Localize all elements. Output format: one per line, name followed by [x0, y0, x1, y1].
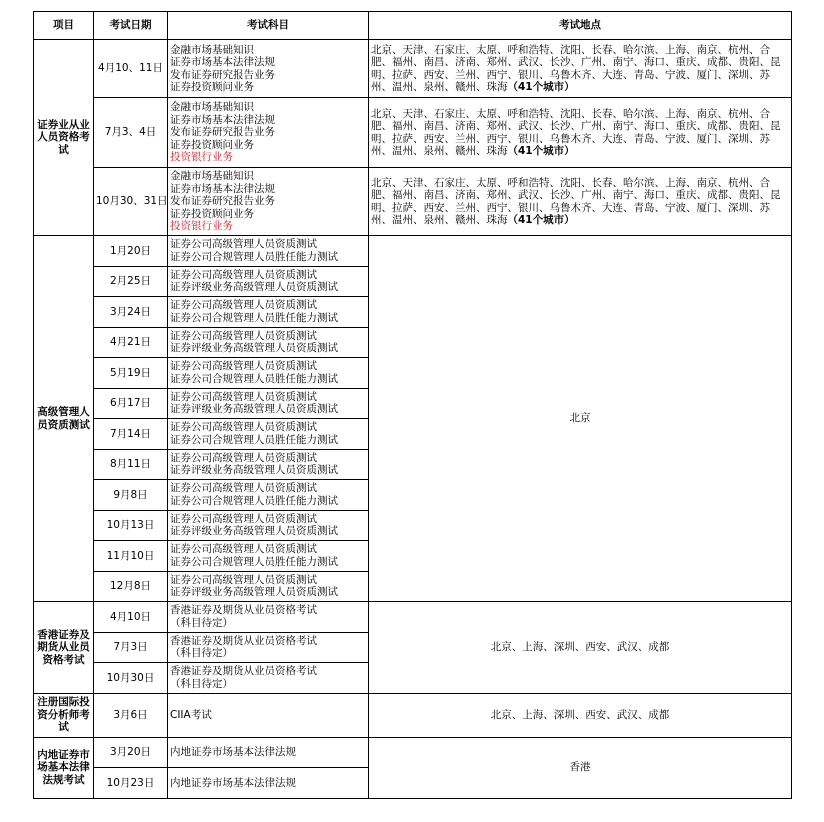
table-row — [34, 168, 792, 236]
subject-line: 证券投资顾问业务 — [170, 138, 254, 151]
category-cell: 高级管理人员资质测试 — [34, 236, 94, 602]
subject-line: 证券公司合规管理人员胜任能力测试 — [170, 555, 338, 568]
subject-cell: 内地证券市场基本法律法规 — [168, 768, 369, 799]
subject-note: （科目待定） — [170, 647, 233, 660]
subject-note: （科目待定） — [170, 677, 233, 690]
date-cell: 10月30日 — [94, 663, 168, 694]
category-cell: 香港证券及期货从业员资格考试 — [34, 602, 94, 694]
subject-cell — [168, 297, 369, 328]
table-header-row — [34, 12, 792, 40]
subject-line: 证券公司合规管理人员胜任能力测试 — [170, 250, 338, 263]
date-cell: 9月8日 — [94, 480, 168, 511]
city-count: （41个城市） — [507, 214, 575, 226]
subject-cell — [168, 266, 369, 297]
subject-line: 证券评级业务高级管理人员资质测试 — [170, 281, 338, 294]
date-cell: 8月11日 — [94, 449, 168, 480]
subject-line: 证券投资顾问业务 — [170, 207, 254, 220]
city-count: （41个城市） — [507, 145, 575, 157]
date-cell: 5月19日 — [94, 358, 168, 389]
subject-line: 证券公司合规管理人员胜任能力测试 — [170, 433, 338, 446]
subject-line: 金融市场基础知识 — [170, 43, 254, 56]
date-cell: 2月25日 — [94, 266, 168, 297]
subject-line: 香港证券及期货从业员资格考试 — [170, 604, 317, 617]
table-row — [34, 98, 792, 168]
subject-cell — [168, 602, 369, 633]
subject-line: 证券投资顾问业务 — [170, 81, 254, 93]
subject-line: 证券评级业务高级管理人员资质测试 — [170, 586, 338, 599]
subject-cell — [168, 236, 369, 267]
subject-line: 证券公司高级管理人员资质测试 — [170, 543, 317, 556]
header-subject: 考试科目 — [168, 12, 369, 40]
subject-line: 证券公司合规管理人员胜任能力测试 — [170, 372, 338, 385]
subject-cell: 内地证券市场基本法律法规 — [168, 737, 369, 768]
subject-line: 证券公司高级管理人员资质测试 — [170, 329, 317, 342]
table-row — [34, 40, 792, 98]
subject-line: 发布证券研究报告业务 — [170, 68, 275, 81]
date-cell: 3月6日 — [94, 693, 168, 737]
subject-line: 证券公司高级管理人员资质测试 — [170, 299, 317, 312]
subject-cell — [168, 571, 369, 602]
date-cell: 3月20日 — [94, 737, 168, 768]
subject-line: 证券公司高级管理人员资质测试 — [170, 268, 317, 281]
subject-line: 证券市场基本法律法规 — [170, 182, 275, 195]
date-cell: 10月23日 — [94, 768, 168, 799]
location-cell — [369, 40, 792, 98]
city-count: （41个城市） — [507, 81, 575, 93]
location-cell: 北京、上海、深圳、西安、武汉、成都 — [369, 693, 792, 737]
subject-cell — [168, 419, 369, 450]
subject-line: 证券评级业务高级管理人员资质测试 — [170, 403, 338, 416]
subject-line: 证券评级业务高级管理人员资质测试 — [170, 342, 338, 355]
subject-line: 证券公司高级管理人员资质测试 — [170, 451, 317, 464]
subject-line: 证券市场基本法律法规 — [170, 56, 275, 68]
location-cell: 北京、上海、深圳、西安、武汉、成都 — [369, 602, 792, 694]
date-cell: 12月8日 — [94, 571, 168, 602]
table-row — [34, 602, 792, 633]
subject-cell — [168, 40, 369, 98]
table-row — [34, 693, 792, 737]
subject-line: 证券公司高级管理人员资质测试 — [170, 512, 317, 525]
subject-line: 金融市场基础知识 — [170, 170, 254, 183]
location-list: 北京、天津、石家庄、太原、呼和浩特、沈阳、长春、哈尔滨、上海、南京、杭州、合肥、福州、南昌、济南、郑州、武汉、长沙、广州、南宁、海口、重庆、成都、贵阳、昆明、拉萨、西安、兰州、西宁、银川、乌鲁木齐、大连、青岛、宁波、厦门、深圳、苏州、温州、泉州、赣州、珠海 — [371, 107, 781, 157]
date-cell: 4月21日 — [94, 327, 168, 358]
location-list: 北京、天津、石家庄、太原、呼和浩特、沈阳、长春、哈尔滨、上海、南京、杭州、合肥、福州、南昌、济南、郑州、武汉、长沙、广州、南宁、海口、重庆、成都、贵阳、昆明、拉萨、西安、兰州、西宁、银川、乌鲁木齐、大连、青岛、宁波、厦门、深圳、苏州、温州、泉州、赣州、珠海 — [371, 176, 781, 226]
location-cell — [369, 98, 792, 168]
table-row — [34, 236, 792, 267]
subject-cell — [168, 449, 369, 480]
subject-cell — [168, 168, 369, 236]
subject-line-new: 投资银行业务 — [170, 220, 233, 233]
subject-line: 证券评级业务高级管理人员资质测试 — [170, 525, 338, 538]
subject-note: （科目待定） — [170, 616, 233, 629]
subject-cell — [168, 327, 369, 358]
date-cell: 7月3、4日 — [94, 98, 168, 168]
date-cell: 3月24日 — [94, 297, 168, 328]
subject-line: 香港证券及期货从业员资格考试 — [170, 634, 317, 647]
header-location: 考试地点 — [369, 12, 792, 40]
date-cell: 6月17日 — [94, 388, 168, 419]
location-cell: 香港 — [369, 737, 792, 798]
subject-cell — [168, 663, 369, 694]
subject-cell — [168, 541, 369, 572]
subject-cell — [168, 358, 369, 389]
subject-cell — [168, 632, 369, 663]
subject-line: 证券公司高级管理人员资质测试 — [170, 482, 317, 495]
subject-line-new: 投资银行业务 — [170, 151, 233, 164]
header-item: 项目 — [34, 12, 94, 40]
subject-line: 金融市场基础知识 — [170, 101, 254, 114]
location-cell: 北京 — [369, 236, 792, 602]
exam-schedule-table — [33, 11, 792, 799]
subject-line: 证券公司合规管理人员胜任能力测试 — [170, 311, 338, 324]
date-cell: 10月30、31日 — [94, 168, 168, 236]
category-cell: 内地证券市场基本法律法规考试 — [34, 737, 94, 798]
subject-line: 证券公司合规管理人员胜任能力测试 — [170, 494, 338, 507]
date-cell: 1月20日 — [94, 236, 168, 267]
date-cell: 4月10、11日 — [94, 40, 168, 98]
category-cell: 证券业从业人员资格考试 — [34, 40, 94, 236]
subject-cell — [168, 388, 369, 419]
date-cell: 11月10日 — [94, 541, 168, 572]
date-cell: 10月13日 — [94, 510, 168, 541]
category-cell: 注册国际投资分析师考试 — [34, 693, 94, 737]
subject-cell — [168, 98, 369, 168]
subject-cell: CIIA考试 — [168, 693, 369, 737]
subject-line: 证券公司高级管理人员资质测试 — [170, 238, 317, 251]
subject-line: 发布证券研究报告业务 — [170, 126, 275, 139]
header-date: 考试日期 — [94, 12, 168, 40]
subject-line: 证券公司高级管理人员资质测试 — [170, 421, 317, 434]
location-cell — [369, 168, 792, 236]
date-cell: 7月14日 — [94, 419, 168, 450]
subject-line: 证券公司高级管理人员资质测试 — [170, 573, 317, 586]
subject-line: 香港证券及期货从业员资格考试 — [170, 665, 317, 678]
subject-cell — [168, 480, 369, 511]
subject-line: 证券公司高级管理人员资质测试 — [170, 360, 317, 373]
subject-cell — [168, 510, 369, 541]
table-row — [34, 737, 792, 768]
date-cell: 7月3日 — [94, 632, 168, 663]
subject-line: 证券公司高级管理人员资质测试 — [170, 390, 317, 403]
location-list: 北京、天津、石家庄、太原、呼和浩特、沈阳、长春、哈尔滨、上海、南京、杭州、合肥、福州、南昌、济南、郑州、武汉、长沙、广州、南宁、海口、重庆、成都、贵阳、昆明、拉萨、西安、兰州、西宁、银川、乌鲁木齐、大连、青岛、宁波、厦门、深圳、苏州、温州、泉州、赣州、珠海 — [371, 43, 781, 93]
subject-line: 证券评级业务高级管理人员资质测试 — [170, 464, 338, 477]
subject-line: 证券市场基本法律法规 — [170, 113, 275, 126]
date-cell: 4月10日 — [94, 602, 168, 633]
subject-line: 发布证券研究报告业务 — [170, 195, 275, 208]
